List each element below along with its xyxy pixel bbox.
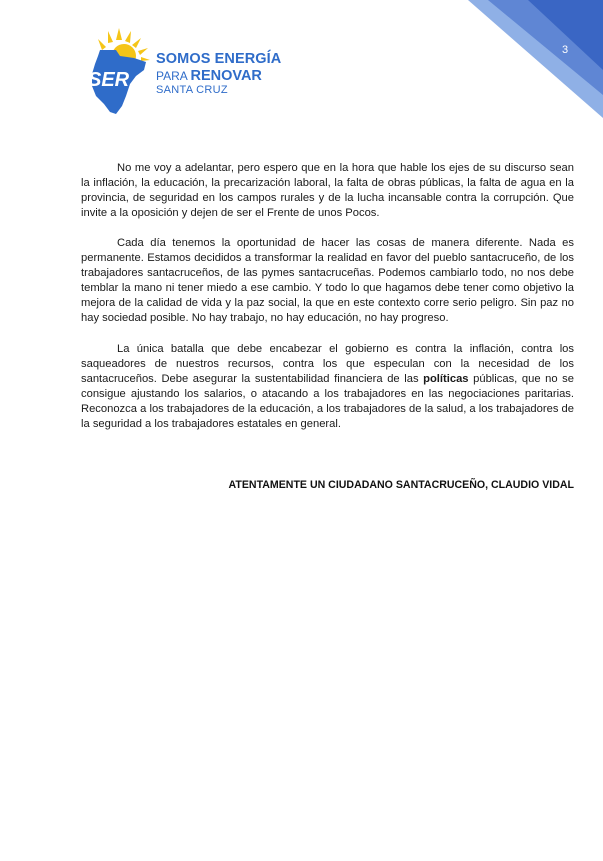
- paragraph-1-text: No me voy a adelantar, pero espero que en la hora que hable los ejes de su discurso sean la inflación, la educación, la precarización laboral, la falta de obras públicas, la falta de agua en la provincia, de seguridad en los campos rurales y de la lucha incansable contra la corrupción. Que invite a la oposición y dejen de ser el Frente de unos Pocos.: [81, 162, 574, 219]
- brand-line2-big: RENOVAR: [190, 67, 262, 84]
- paragraph-3-text: [81, 342, 574, 432]
- paragraph-3: [81, 342, 574, 432]
- brand-line2-small: PARA: [156, 68, 191, 83]
- paragraph-1: [81, 161, 574, 221]
- paragraph-3-part2: públicas, que no se consigue ajustando los salarios, o atacando a los trabajadores en las negociaciones paritarias. Reconozca a los trabajadores de la educación, a los trabajadores de la salud, a los trabajadores de la seguridad a los trabajadores estatales en general.: [81, 373, 574, 430]
- corner-decoration: [468, 0, 603, 130]
- brand-line1: SOMOS ENERGÍA: [156, 51, 282, 67]
- brand-wordmark: [156, 52, 281, 96]
- paragraph-3-part1: La única batalla que debe encabezar el gobierno es contra la inflación, contra los saqueadores de nuestros recursos, contra los que especulan con la necesidad de los santacruceños. Debe asegurar la sustentabilidad financiera de las: [81, 343, 574, 385]
- brand-line2: [156, 68, 281, 84]
- header-logo: [86, 26, 286, 118]
- signature: ATENTAMENTE UN CIUDADANO SANTACRUCEÑO, CLAUDIO VIDAL: [228, 479, 574, 491]
- paragraph-2: [81, 236, 574, 326]
- paragraph-3-bold: políticas: [423, 373, 469, 385]
- svg-text:SER: SER: [88, 69, 130, 91]
- page-number: 3: [562, 44, 569, 56]
- logo-ser-text: [86, 26, 152, 116]
- paragraph-2-text: Cada día tenemos la oportunidad de hacer las cosas de manera diferente. Nada es permanente. Estamos decididos a transformar la realidad en favor del pueblo santacruceño, de los trabajadores santacruceños, de las pymes santacruceñas. Podemos cambiarlo todo, no nos debe temblar la mano ni tener miedo a ese cambio. Y todo lo que hagamos debe tener como objetivo la mejora de la calidad de vida y la paz social, la que en este contexto corre serio peligro. Sin paz no hay sociedad posible. No hay trabajo, no hay educación, no hay progreso.: [81, 237, 574, 324]
- brand-line3: SANTA CRUZ: [156, 83, 228, 96]
